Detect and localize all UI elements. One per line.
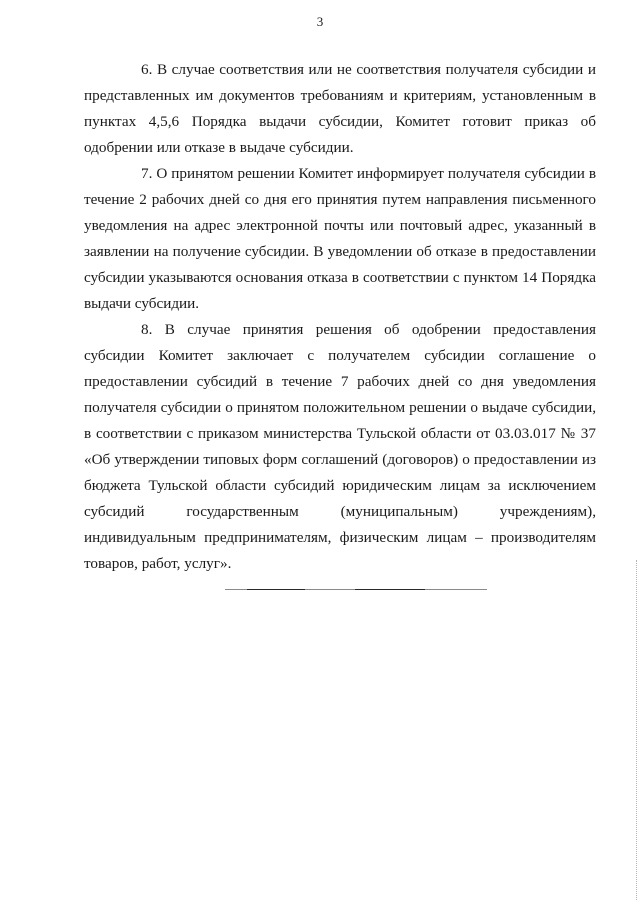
paragraph-7: 7. О принятом решении Комитет информирует получателя субсидии в течение 2 рабочих дней со дня его принятия путем направления письменного уведомления на адрес электронной почты или почтовый адрес, указанный в заявлении на получение субсидии. В уведомлении об отказе в предоставлении субсидии указываются основания отказа в соответствии с пунктом 14 Порядка выдачи субсидии. <box>84 165 596 312</box>
page-number: 3 <box>316 14 324 29</box>
paragraph-6: 6. В случае соответствия или не соответствия получателя субсидии и представленных им документов требованиям и критериям, установленным в пунктах 4,5,6 Порядка выдачи субсидии, Комитет готовит приказ об одобрении или отказе в выдаче субсидии. <box>84 61 596 156</box>
closing-separator-line <box>225 589 487 590</box>
document-body <box>84 57 596 577</box>
paragraph-8: 8. В случае принятия решения об одобрении предоставления субсидии Комитет заключает с получателем субсидии соглашение о предоставлении субсидий в течение 7 рабочих дней со дня уведомления получателя субсидии о принятом положительном решении о выдаче субсидии, в соответствии с приказом министерства Тульской области от 03.03.017 № 37 «Об утверждении типовых форм соглашений (договоров) о предоставлении из бюджета Тульской области субсидий юридическим лицам за исключением субсидий государственным (муниципальным) учреждениям), индивидуальным предпринимателям, физическим лицам – производителям товаров, работ, услуг». <box>84 321 596 572</box>
scan-edge-mark <box>636 560 637 900</box>
